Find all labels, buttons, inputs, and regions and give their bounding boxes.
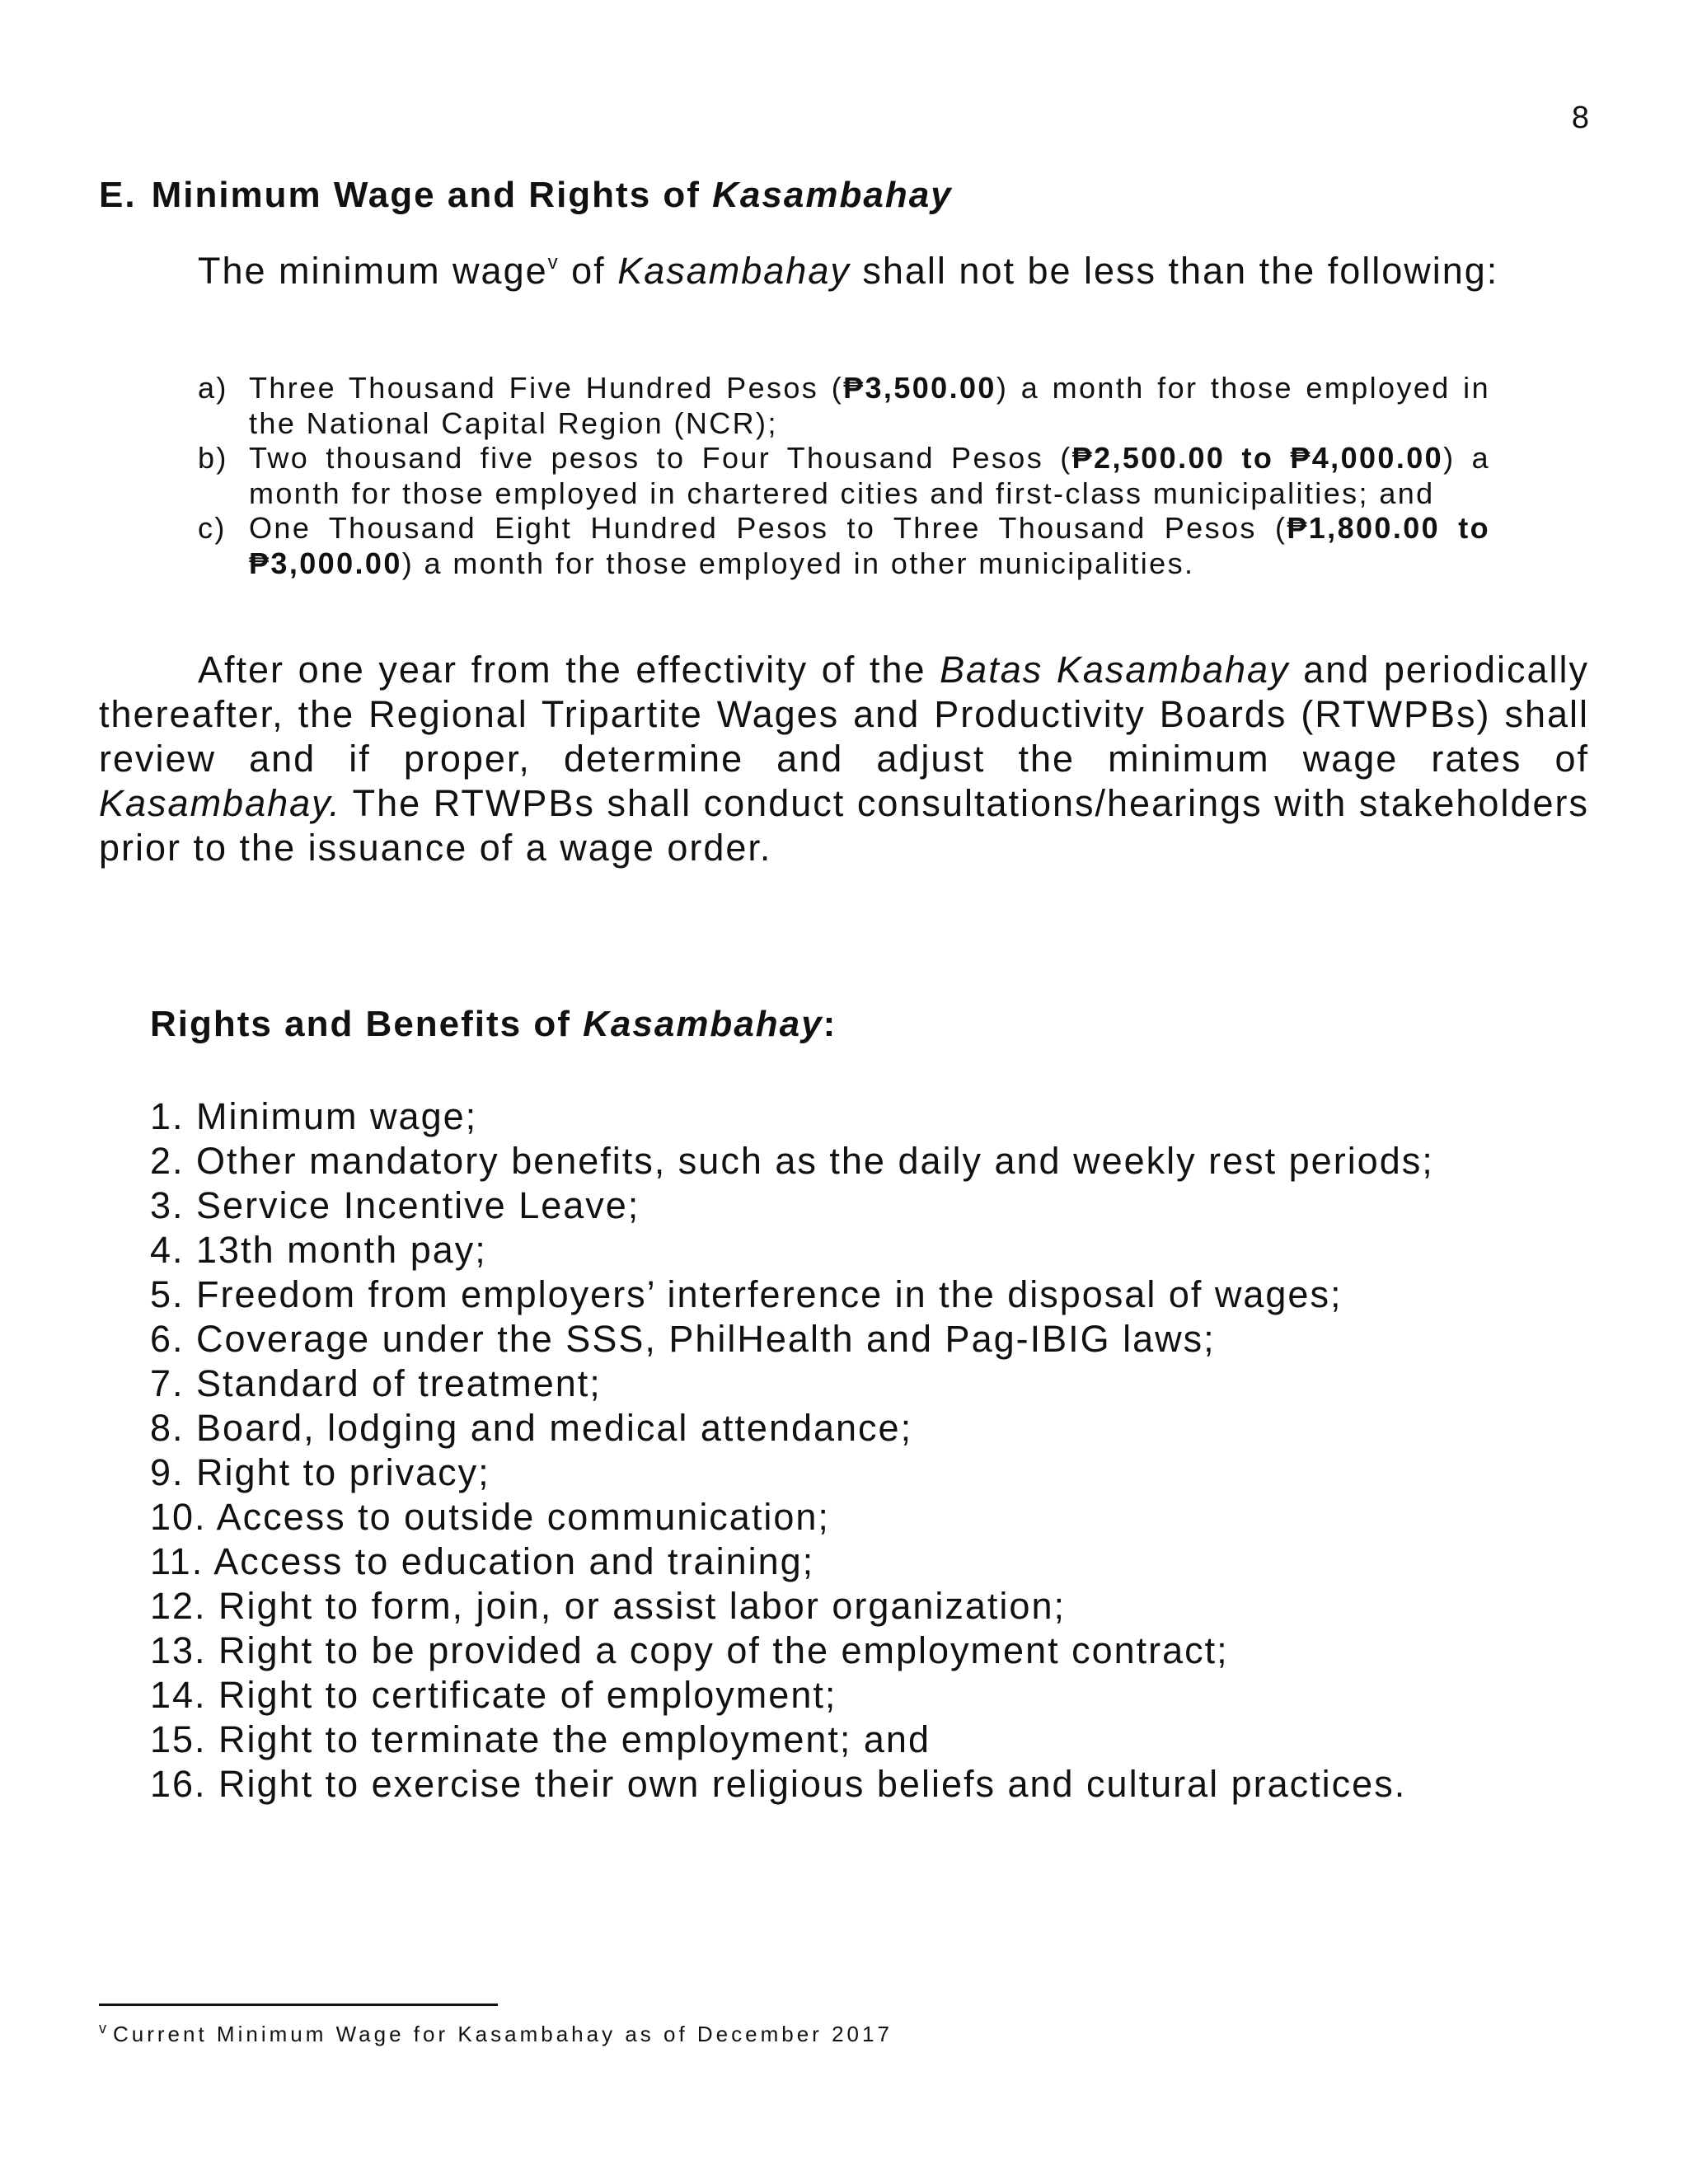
list-item: 10. Access to outside communication; <box>150 1496 830 1538</box>
list-item: 2. Other mandatory benefits, such as the daily and weekly rest periods; <box>150 1140 1434 1182</box>
list-item: 14. Right to certificate of employment; <box>150 1674 837 1716</box>
list-item: 1. Minimum wage; <box>150 1095 478 1137</box>
footnote-text: Current Minimum Wage for Kasambahay as of December 2017 <box>113 2022 893 2046</box>
review-paragraph: After one year from the effectivity of the Batas Kasambahay and periodically thereafter, the Regional Tripartite Wages and Productivity Boards (RTWPBs) shall review and if proper, determine and adjust the minimum wage rates of Kasambahay. The RTWPBs shall conduct consultations/hearings with stakeholders prior to the issuance of a wage order. <box>99 649 1589 869</box>
list-item: 13. Right to be provided a copy of the employment contract; <box>150 1629 1229 1671</box>
kasambahay-italic: Kasambahay. <box>99 782 341 824</box>
intro-paragraph <box>99 249 1589 293</box>
section-number: E. <box>99 175 137 215</box>
list-item: 3. Service Incentive Leave; <box>150 1184 640 1226</box>
list-item: 9. Right to privacy; <box>150 1451 490 1493</box>
wage-item-text: One Thousand Eight Hundred Pesos to Three Thousand Pesos (₱1,800.00 to ₱3,000.00) a month for those employed in other municipalities. <box>249 511 1490 580</box>
list-item: 12. Right to form, join, or assist labor organization; <box>150 1585 1066 1627</box>
wage-item-c <box>198 511 1490 581</box>
wage-item-b <box>198 441 1490 511</box>
list-marker: c) <box>198 511 227 545</box>
wage-amount: ₱3,500.00 <box>843 371 996 405</box>
intro-text-1: The minimum wage <box>198 250 548 292</box>
footnote-marker: v <box>99 2020 106 2036</box>
section-title-text: Minimum Wage and Rights of <box>151 175 713 215</box>
wage-item-a <box>198 371 1490 441</box>
footnote <box>99 2022 893 2047</box>
list-item: 7. Standard of treatment; <box>150 1362 602 1404</box>
intro-text-2: of <box>559 250 618 292</box>
page-number: 8 <box>1571 101 1589 135</box>
footnote-reference[interactable]: v <box>547 251 560 274</box>
intro-italic: Kasambahay <box>617 250 851 292</box>
wage-item-text: Two thousand five pesos to Four Thousand Pesos (₱2,500.00 to ₱4,000.00) a month for those employed in chartered cities and first-class municipalities; and <box>249 441 1491 510</box>
list-marker: b) <box>198 441 228 475</box>
section-title <box>99 175 953 216</box>
list-item: 8. Board, lodging and medical attendance; <box>150 1407 913 1449</box>
rights-title: Rights and Benefits of Kasambahay: <box>150 1004 837 1044</box>
list-item: 15. Right to terminate the employment; and <box>150 1718 931 1760</box>
wage-amount: ₱2,500.00 to ₱4,000.00 <box>1071 441 1444 475</box>
wage-item-text: Three Thousand Five Hundred Pesos (₱3,500.00) a month for those employed in the National Capital Region (NCR); <box>249 371 1491 440</box>
wage-amount: ₱1,800.00 to ₱3,000.00 <box>249 511 1490 580</box>
section-title-italic: Kasambahay <box>712 175 953 215</box>
list-item: 6. Coverage under the SSS, PhilHealth and Pag-IBIG laws; <box>150 1318 1216 1360</box>
intro-text-3: shall not be less than the following: <box>850 250 1499 292</box>
list-marker: a) <box>198 371 228 405</box>
list-item: 11. Access to education and training; <box>150 1540 815 1582</box>
wage-rate-list <box>198 371 1490 581</box>
list-item: 4. 13th month pay; <box>150 1229 487 1271</box>
batas-kasambahay-italic: Batas Kasambahay <box>940 649 1290 691</box>
footnote-divider <box>99 2004 498 2006</box>
rights-list <box>150 1094 1601 1807</box>
list-item: 16. Right to exercise their own religious beliefs and cultural practices. <box>150 1763 1407 1805</box>
list-item: 5. Freedom from employers’ interference in the disposal of wages; <box>150 1273 1343 1315</box>
